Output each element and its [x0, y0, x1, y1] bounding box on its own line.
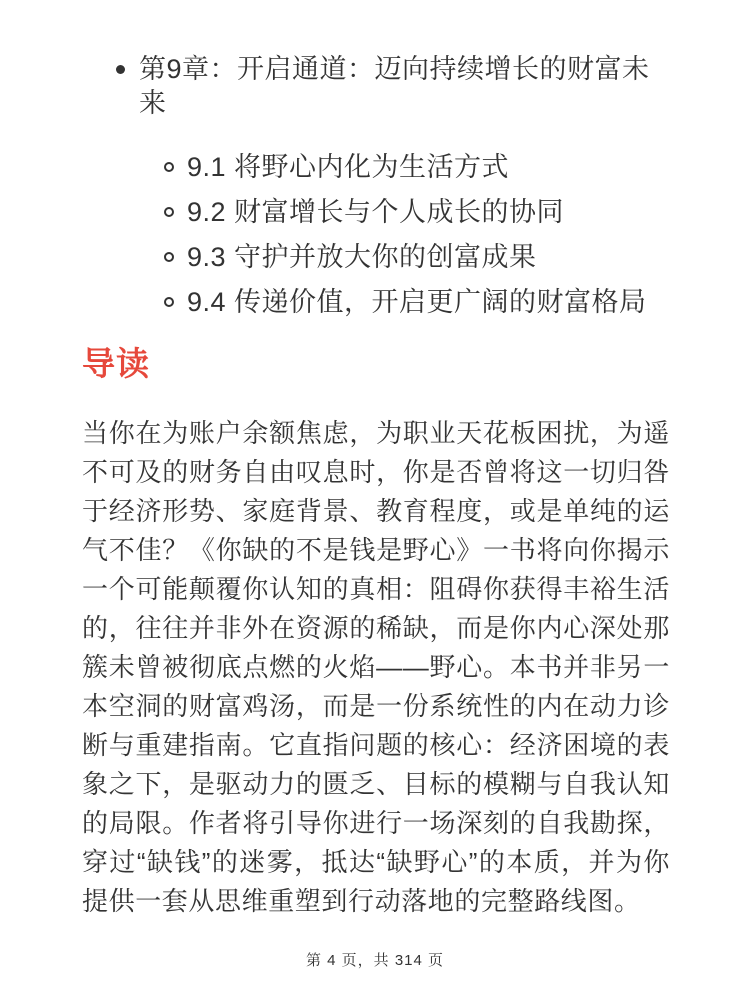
bullet-disc-icon [116, 65, 125, 74]
toc-chapter-label: 第9章：开启通道：迈向持续增长的财富未来 [139, 54, 650, 118]
toc-section-item [164, 196, 668, 229]
bullet-circle-icon [164, 162, 174, 172]
toc-section-label: 9.1 将野心内化为生活方式 [187, 152, 510, 182]
toc-section-label: 9.4 传递价值，开启更广阔的财富格局 [187, 287, 647, 317]
intro-paragraph: 当你在为账户余额焦虑，为职业天花板困扰，为遥不可及的财务自由叹息时，你是否曾将这一切归咎于经济形势、家庭背景、教育程度，或是单纯的运气不佳？《你缺的不是钱是野心》一书将向你揭示一个可能颠覆你认知的真相：阻碍你获得丰裕生活的，往往并非外在资源的稀缺，而是你内心深处那簇未曾被彻底点燃的火焰——野心。本书并非另一本空洞的财富鸡汤，而是一份系统性的内在动力诊断与重建指南。它直指问题的核心：经济困境的表象之下，是驱动力的匮乏、目标的模糊与自我认知的局限。作者将引导你进行一场深刻的自我勘探，穿过“缺钱”的迷雾，抵达“缺野心”的本质，并为你提供一套从思维重塑到行动落地的完整路线图。 [82, 418, 670, 916]
toc-chapter-item [116, 52, 668, 120]
toc-section-item [164, 286, 668, 319]
toc-list [82, 52, 668, 319]
intro-heading: 导读 [82, 345, 150, 382]
bullet-circle-icon [164, 252, 174, 262]
bullet-circle-icon [164, 297, 174, 307]
bullet-circle-icon [164, 207, 174, 217]
toc-section-item [164, 151, 668, 184]
toc-section-label: 9.2 财富增长与个人成长的协同 [187, 197, 565, 227]
page-number-footer: 第 4 页，共 314 页 [305, 952, 445, 969]
toc-section-label: 9.3 守护并放大你的创富成果 [187, 242, 537, 272]
toc-section-list [82, 151, 668, 319]
toc-section-item [164, 241, 668, 274]
